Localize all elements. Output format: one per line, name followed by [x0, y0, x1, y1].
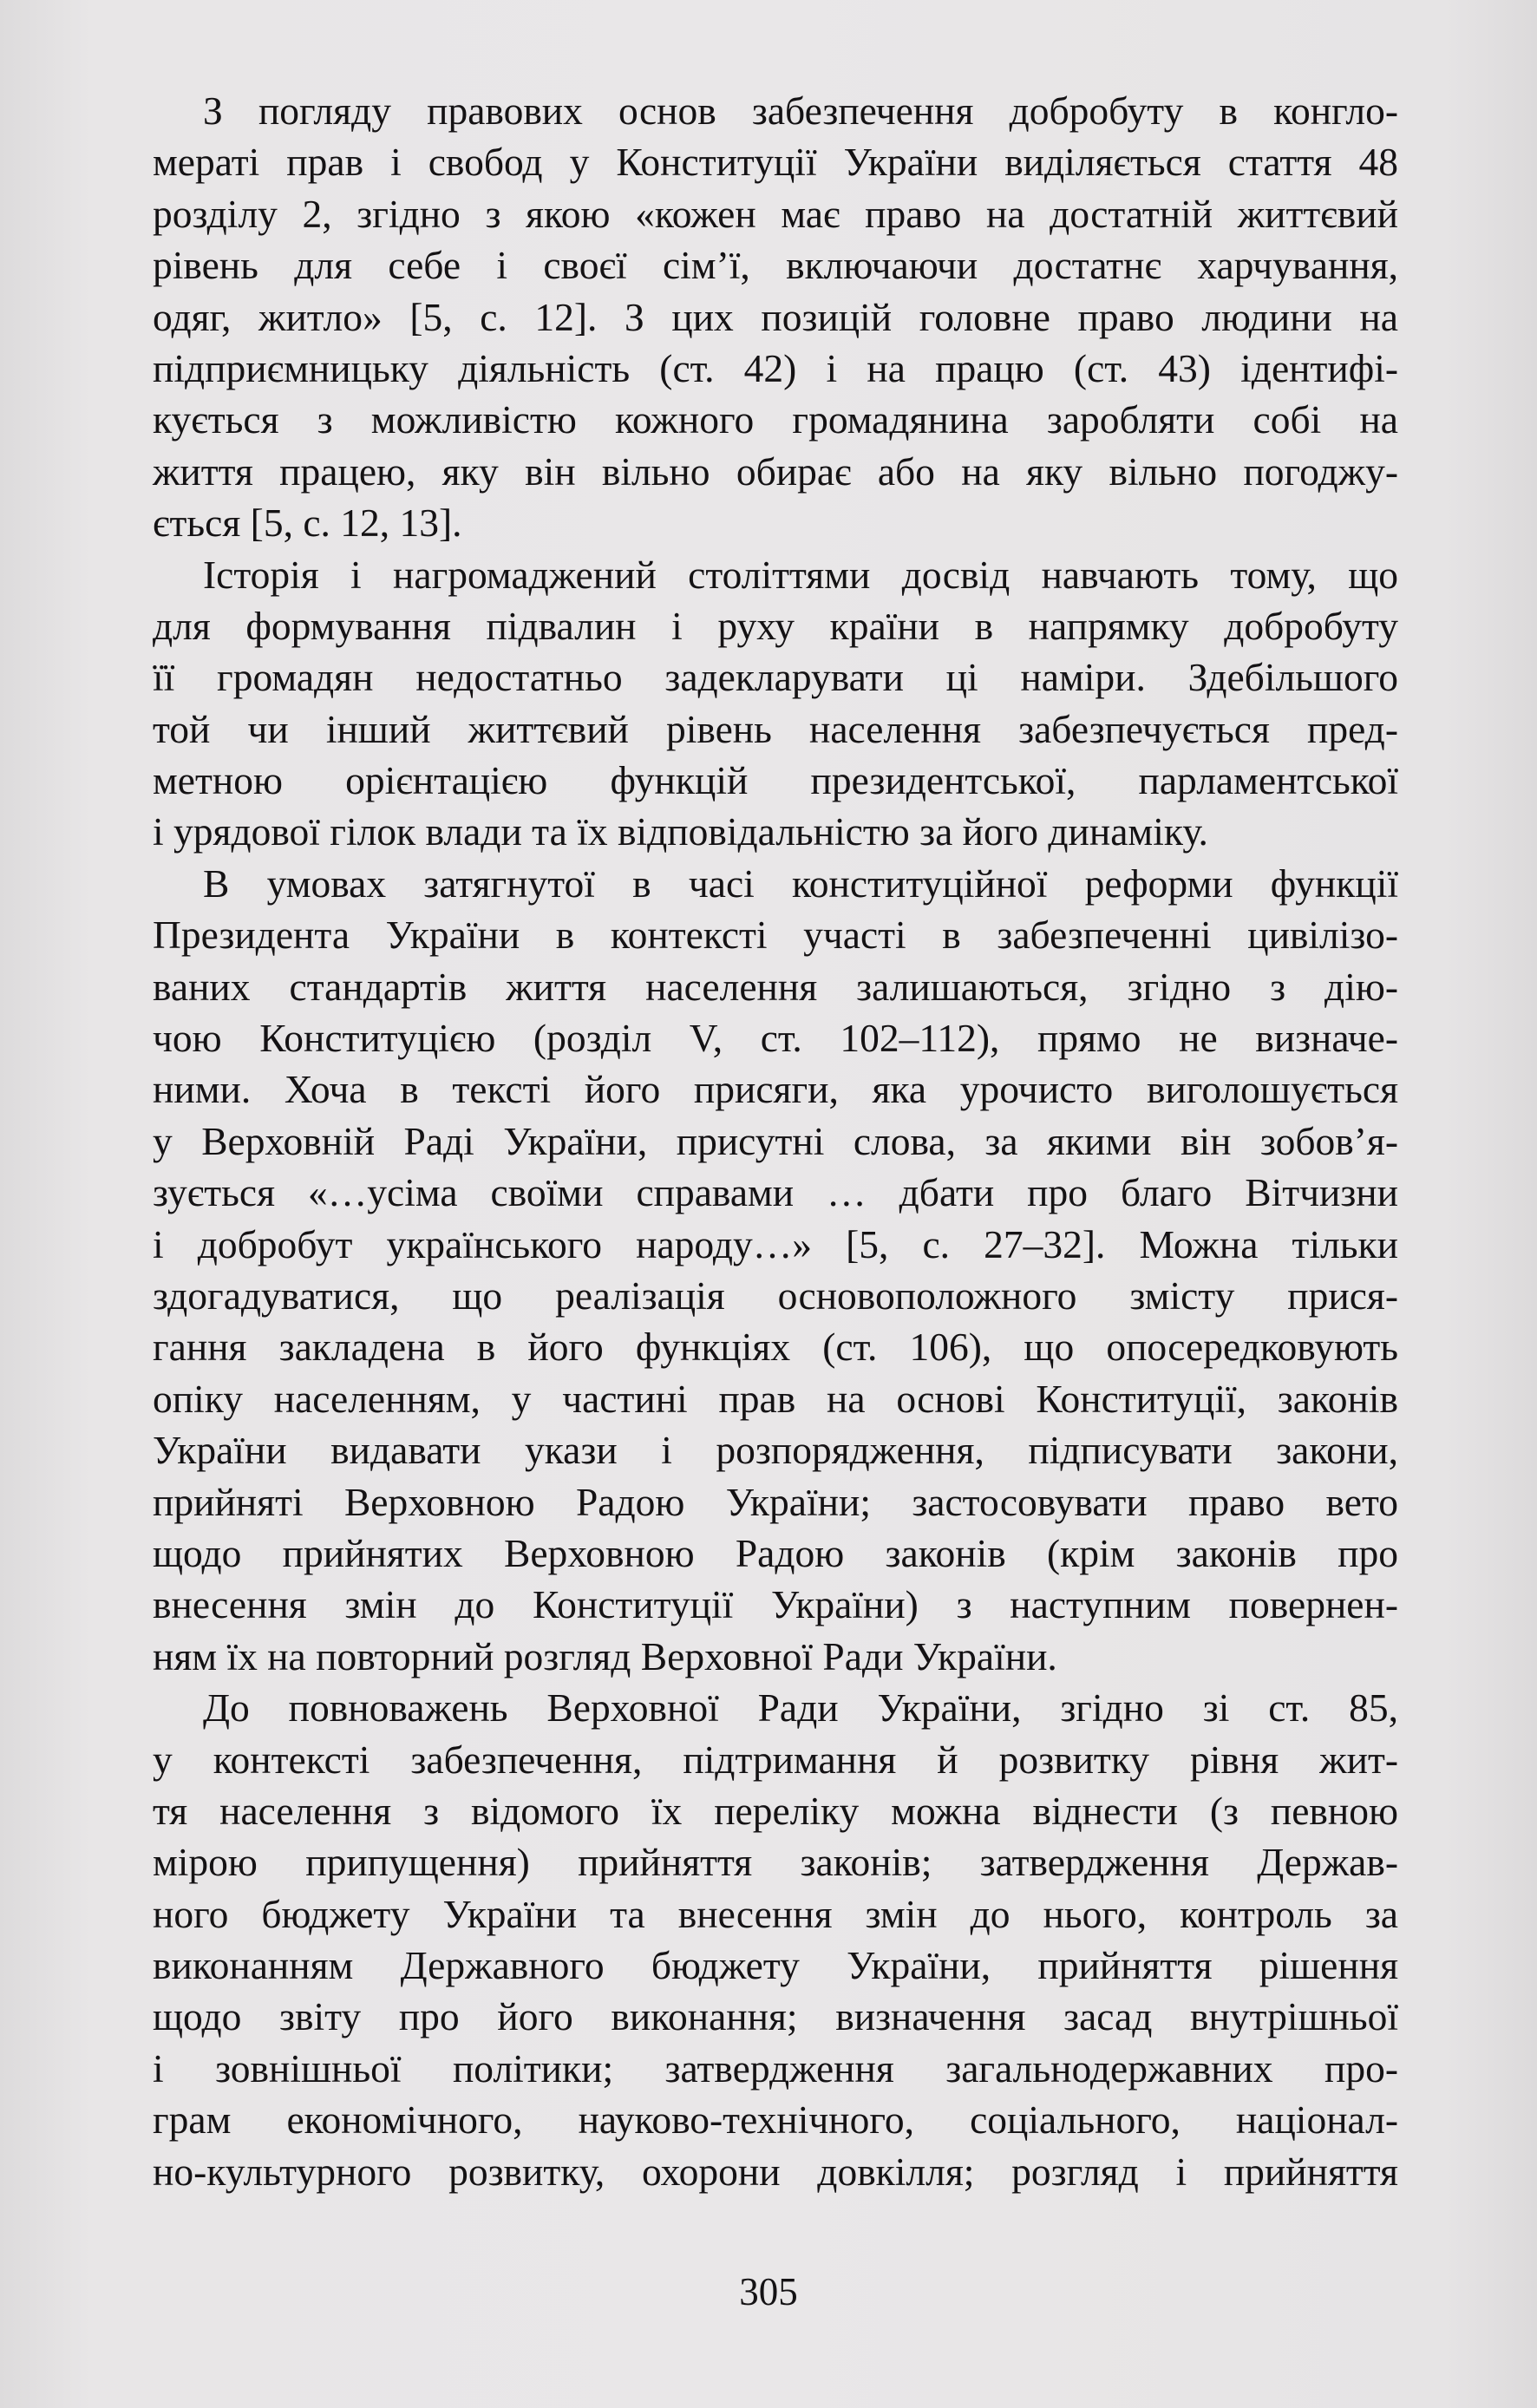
text-line: для формування підвалин і руху країни в напрямку добробуту	[153, 603, 1398, 648]
text-line: тя населення з відомого їх переліку можна віднести (з певною	[153, 1788, 1398, 1833]
text-line: України видавати укази і розпорядження, підписувати закони,	[153, 1428, 1398, 1473]
text-line: одяг, житло» [5, с. 12]. З цих позицій головне право людини на	[153, 294, 1398, 339]
text-line: зується «…усіма своїми справами … дбати про благо Вітчизни	[153, 1170, 1398, 1215]
text-line: З погляду правових основ забезпечення добробуту в конгло-	[203, 88, 1398, 133]
text-line: і добробут українського народу…» [5, с. 27–32]. Можна тільки	[153, 1221, 1398, 1266]
text-line: у Верховній Раді України, присутні слова, за якими він зобов’я-	[153, 1118, 1398, 1163]
text-line: підприємницьку діяльність (ст. 42) і на працю (ст. 43) ідентифі-	[153, 345, 1398, 390]
text-line: ється [5, с. 12, 13].	[153, 501, 462, 546]
text-line: ваних стандартів життя населення залишаються, згідно з дію-	[153, 964, 1398, 1009]
text-line: життя працею, яку він вільно обирає або на яку вільно погоджу-	[153, 448, 1398, 494]
text-line: її громадян недостатньо задекларувати ці наміри. Здебільшого	[153, 655, 1398, 700]
text-line: виконанням Державного бюджету України, прийняття рішення	[153, 1943, 1398, 1988]
text-line: ням їх на повторний розгляд Верховної Ради України.	[153, 1633, 1057, 1678]
text-line: Президента України в контексті участі в забезпеченні цивілізо-	[153, 913, 1398, 958]
text-line: опіку населенням, у частині прав на основі Конституції, законів	[153, 1376, 1398, 1421]
text-line: той чи інший життєвий рівень населення забезпечується пред-	[153, 706, 1398, 751]
text-line: но-культурного розвитку, охорони довкілля; розгляд і прийняття	[153, 2149, 1398, 2194]
text-line: грам економічного, науково-технічного, соціального, націонал-	[153, 2097, 1398, 2143]
text-line: кується з можливістю кожного громадянина заробляти собі на	[153, 397, 1398, 442]
paragraph-2	[153, 549, 1398, 858]
page-number: 305	[739, 2270, 798, 2313]
text-line: рівень для себе і своєї сім’ї, включаючи достатнє харчування,	[153, 243, 1398, 288]
text-line: здогадуватися, що реалізація основоположного змісту прися-	[153, 1273, 1398, 1318]
paragraph-1	[153, 85, 1398, 549]
text-line: гання закладена в його функціях (ст. 106), що опосередковують	[153, 1325, 1398, 1370]
text-line: і зовнішньої політики; затвердження загальнодержавних про-	[153, 2045, 1398, 2091]
text-line: Історія і нагромаджений століттями досвід навчають тому, що	[203, 552, 1398, 597]
text-line: і урядової гілок влади та їх відповідальністю за його динаміку.	[153, 809, 1208, 854]
body-text	[153, 85, 1398, 2197]
paragraph-3	[153, 858, 1398, 1682]
text-line: мераті прав і свобод у Конституції України виділяється стаття 48	[153, 140, 1398, 185]
text-line: у контексті забезпечення, підтримання й розвитку рівня жит-	[153, 1737, 1398, 1782]
text-line: До повноважень Верховної Ради України, згідно зі ст. 85,	[203, 1685, 1398, 1731]
text-line: метною орієнтацією функцій президентської, парламентської	[153, 758, 1398, 803]
text-line: ного бюджету України та внесення змін до нього, контроль за	[153, 1891, 1398, 1936]
text-line: ними. Хоча в тексті його присяги, яка урочисто виголошується	[153, 1067, 1398, 1112]
text-line: щодо звіту про його виконання; визначення засад внутрішньої	[153, 1994, 1398, 2039]
text-line: чою Конституцією (розділ V, ст. 102–112), прямо не визначе-	[153, 1016, 1398, 1061]
text-line: внесення змін до Конституції України) з наступним повернен-	[153, 1582, 1398, 1627]
text-line: прийняті Верховною Радою України; застосовувати право вето	[153, 1479, 1398, 1524]
text-line: В умовах затягнутої в часі конституційної реформи функції	[203, 860, 1398, 906]
text-line: щодо прийнятих Верховною Радою законів (крім законів про	[153, 1530, 1398, 1575]
paragraph-4	[153, 1682, 1398, 2197]
text-line: мірою припущення) прийняття законів; затвердження Держав-	[153, 1840, 1398, 1885]
text-line: розділу 2, згідно з якою «кожен має право на достатній життєвий	[153, 191, 1398, 236]
